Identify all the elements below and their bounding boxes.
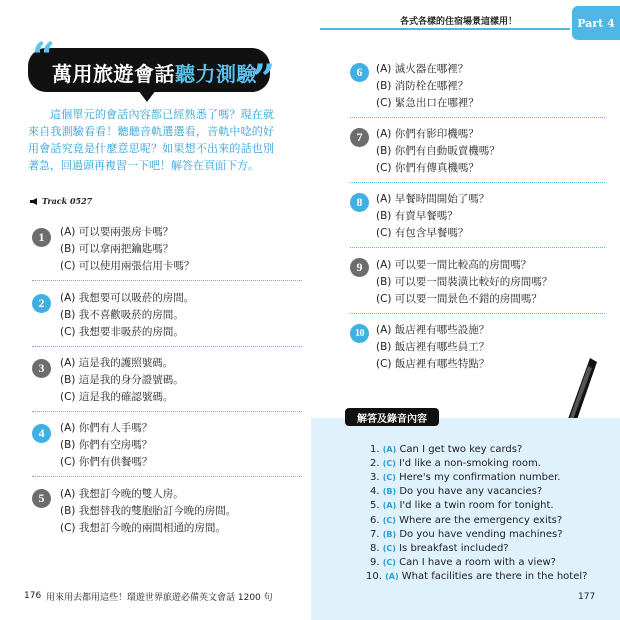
answer-item bbox=[370, 543, 509, 554]
title-bubble-tail bbox=[138, 90, 156, 102]
divider bbox=[350, 117, 605, 118]
answer-item bbox=[366, 571, 587, 582]
intro-paragraph: 這個單元的會話內容都已經熟悉了嗎？現在就來自我測驗看看！聽聽音軌選選看，音軌中唸的好用會話究竟是什麼意思呢？如果想不出來的話也別著急，回過頭再複習一下吧！解答在頁面下方。 bbox=[28, 108, 274, 172]
answer-text: Do you have vending machines? bbox=[399, 529, 563, 540]
speaker-icon bbox=[30, 198, 39, 205]
question-number-6: 6 bbox=[350, 63, 369, 82]
answer-letter: (C) bbox=[382, 516, 396, 525]
answer-item bbox=[370, 486, 542, 497]
open-quote-icon: “ bbox=[32, 34, 56, 81]
question-number-2: 2 bbox=[32, 294, 51, 313]
divider bbox=[32, 411, 302, 412]
question-5-option-a: (A) 我想訂今晚的雙人房。 bbox=[60, 488, 184, 500]
page-title-main: 萬用旅遊會話 bbox=[52, 62, 175, 86]
answer-item bbox=[370, 500, 554, 511]
question-number-3: 3 bbox=[32, 359, 51, 378]
question-5-option-b: (B) 我想替我的雙胞胎訂今晚的房間。 bbox=[60, 505, 237, 517]
header-rule bbox=[320, 28, 570, 30]
answer-number: 1. bbox=[370, 444, 380, 455]
question-number-1: 1 bbox=[32, 228, 51, 247]
divider bbox=[32, 280, 302, 281]
question-10-option-b: (B) 飯店裡有哪些員工？ bbox=[376, 341, 490, 353]
answer-letter: (C) bbox=[382, 558, 396, 567]
part-tab: Part 4 bbox=[572, 6, 620, 40]
question-number-4: 4 bbox=[32, 424, 51, 443]
answer-text: I'd like a twin room for tonight. bbox=[399, 500, 554, 511]
question-9-option-c: (C) 可以要一間景色不錯的房間嗎？ bbox=[376, 293, 542, 305]
question-7-option-a: (A) 你們有影印機嗎？ bbox=[376, 128, 479, 140]
answer-letter: (C) bbox=[382, 473, 396, 482]
question-3-option-c: (C) 這是我的確認號碼。 bbox=[60, 391, 174, 403]
answer-item bbox=[370, 472, 560, 483]
question-4-option-b: (B) 你們有空房嗎？ bbox=[60, 439, 153, 451]
question-number-5: 5 bbox=[32, 489, 51, 508]
question-8-option-c: (C) 有包含早餐嗎？ bbox=[376, 227, 469, 239]
question-number-8: 8 bbox=[350, 193, 369, 212]
running-header-title: 各式各樣的住宿場景這樣用！ bbox=[400, 17, 518, 27]
question-number-10: 10 bbox=[350, 324, 369, 343]
question-1-option-b: (B) 可以拿兩把鑰匙嗎？ bbox=[60, 243, 174, 255]
answer-number: 6. bbox=[370, 515, 380, 526]
question-2-option-c: (C) 我想要非吸菸的房間。 bbox=[60, 326, 184, 338]
close-quote-icon: ” bbox=[252, 56, 276, 103]
question-7-option-c: (C) 你們有傳真機嗎？ bbox=[376, 162, 479, 174]
question-1-option-a: (A) 可以要兩張房卡嗎？ bbox=[60, 226, 174, 238]
question-number-9: 9 bbox=[350, 258, 369, 277]
divider bbox=[350, 182, 605, 183]
answer-letter: (C) bbox=[382, 544, 396, 553]
answer-letter: (A) bbox=[382, 445, 397, 454]
question-4-option-a: (A) 你們有人手嗎？ bbox=[60, 422, 153, 434]
question-2-option-a: (A) 我想要可以吸菸的房間。 bbox=[60, 292, 195, 304]
answer-number: 3. bbox=[370, 472, 380, 483]
divider bbox=[350, 247, 605, 248]
answer-number: 9. bbox=[370, 557, 380, 568]
question-6-option-b: (B) 消防栓在哪裡？ bbox=[376, 80, 469, 92]
divider bbox=[32, 346, 302, 347]
question-10-option-c: (C) 飯店裡有哪些特點？ bbox=[376, 358, 490, 370]
question-6-option-a: (A) 滅火器在哪裡？ bbox=[376, 63, 469, 75]
answer-text: Where are the emergency exits? bbox=[399, 515, 563, 526]
divider bbox=[350, 313, 605, 314]
question-6-option-c: (C) 緊急出口在哪裡？ bbox=[376, 97, 479, 109]
answer-text: Can I get two key cards? bbox=[399, 444, 523, 455]
question-2-option-b: (B) 我不喜歡吸菸的房間。 bbox=[60, 309, 184, 321]
answer-text: Is breakfast included? bbox=[399, 543, 509, 554]
page-title bbox=[52, 58, 257, 87]
answer-item bbox=[370, 515, 562, 526]
track-number: Track 0527 bbox=[42, 196, 93, 206]
answer-item bbox=[370, 444, 522, 455]
page-title-highlight: 聽力測驗 bbox=[175, 62, 257, 86]
question-8-option-a: (A) 早餐時間開始了嗎？ bbox=[376, 193, 490, 205]
divider bbox=[32, 476, 302, 477]
question-number-7: 7 bbox=[350, 128, 369, 147]
answer-number: 8. bbox=[370, 543, 380, 554]
answer-letter: (B) bbox=[382, 487, 397, 496]
answer-number: 2. bbox=[370, 458, 380, 469]
audio-track-label bbox=[30, 196, 92, 206]
answer-item bbox=[370, 458, 541, 469]
answer-item bbox=[370, 557, 556, 568]
question-9-option-a: (A) 可以要一間比較高的房間嗎？ bbox=[376, 259, 532, 271]
answer-letter: (C) bbox=[382, 459, 396, 468]
question-1-option-c: (C) 可以使用兩張信用卡嗎？ bbox=[60, 260, 195, 272]
answer-letter: (A) bbox=[385, 572, 399, 581]
answer-text: What facilities are there in the hotel? bbox=[401, 571, 588, 582]
page-number-right: 177 bbox=[578, 592, 596, 602]
answer-number: 5. bbox=[370, 500, 380, 511]
page-number-left: 176 bbox=[24, 591, 42, 601]
question-3-option-b: (B) 這是我的身分證號碼。 bbox=[60, 374, 184, 386]
question-3-option-a: (A) 這是我的護照號碼。 bbox=[60, 357, 174, 369]
answer-number: 4. bbox=[370, 486, 380, 497]
answer-number: 7. bbox=[370, 529, 380, 540]
answer-text: Do you have any vacancies? bbox=[399, 486, 543, 497]
book-title-footer: 用來用去都用這些！環遊世界旅遊必備英文會話 1200 句 bbox=[46, 593, 273, 603]
answer-letter: (A) bbox=[382, 501, 397, 510]
answer-text: Here's my confirmation number. bbox=[399, 472, 561, 483]
question-4-option-c: (C) 你們有供餐嗎？ bbox=[60, 456, 153, 468]
answer-text: Can I have a room with a view? bbox=[399, 557, 556, 568]
answer-letter: (B) bbox=[382, 530, 397, 539]
answer-text: I'd like a non-smoking room. bbox=[399, 458, 541, 469]
question-9-option-b: (B) 可以要一間裝潢比較好的房間嗎？ bbox=[376, 276, 553, 288]
question-10-option-a: (A) 飯店裡有哪些設施？ bbox=[376, 324, 490, 336]
answer-heading: 解答及錄音內容 bbox=[345, 408, 439, 426]
question-7-option-b: (B) 你們有自動販賣機嗎？ bbox=[376, 145, 500, 157]
answer-item bbox=[370, 529, 563, 540]
question-8-option-b: (B) 有賣早餐嗎？ bbox=[376, 210, 458, 222]
question-5-option-c: (C) 我想訂今晚的兩間相通的房間。 bbox=[60, 522, 226, 534]
answer-number: 10. bbox=[366, 571, 382, 582]
